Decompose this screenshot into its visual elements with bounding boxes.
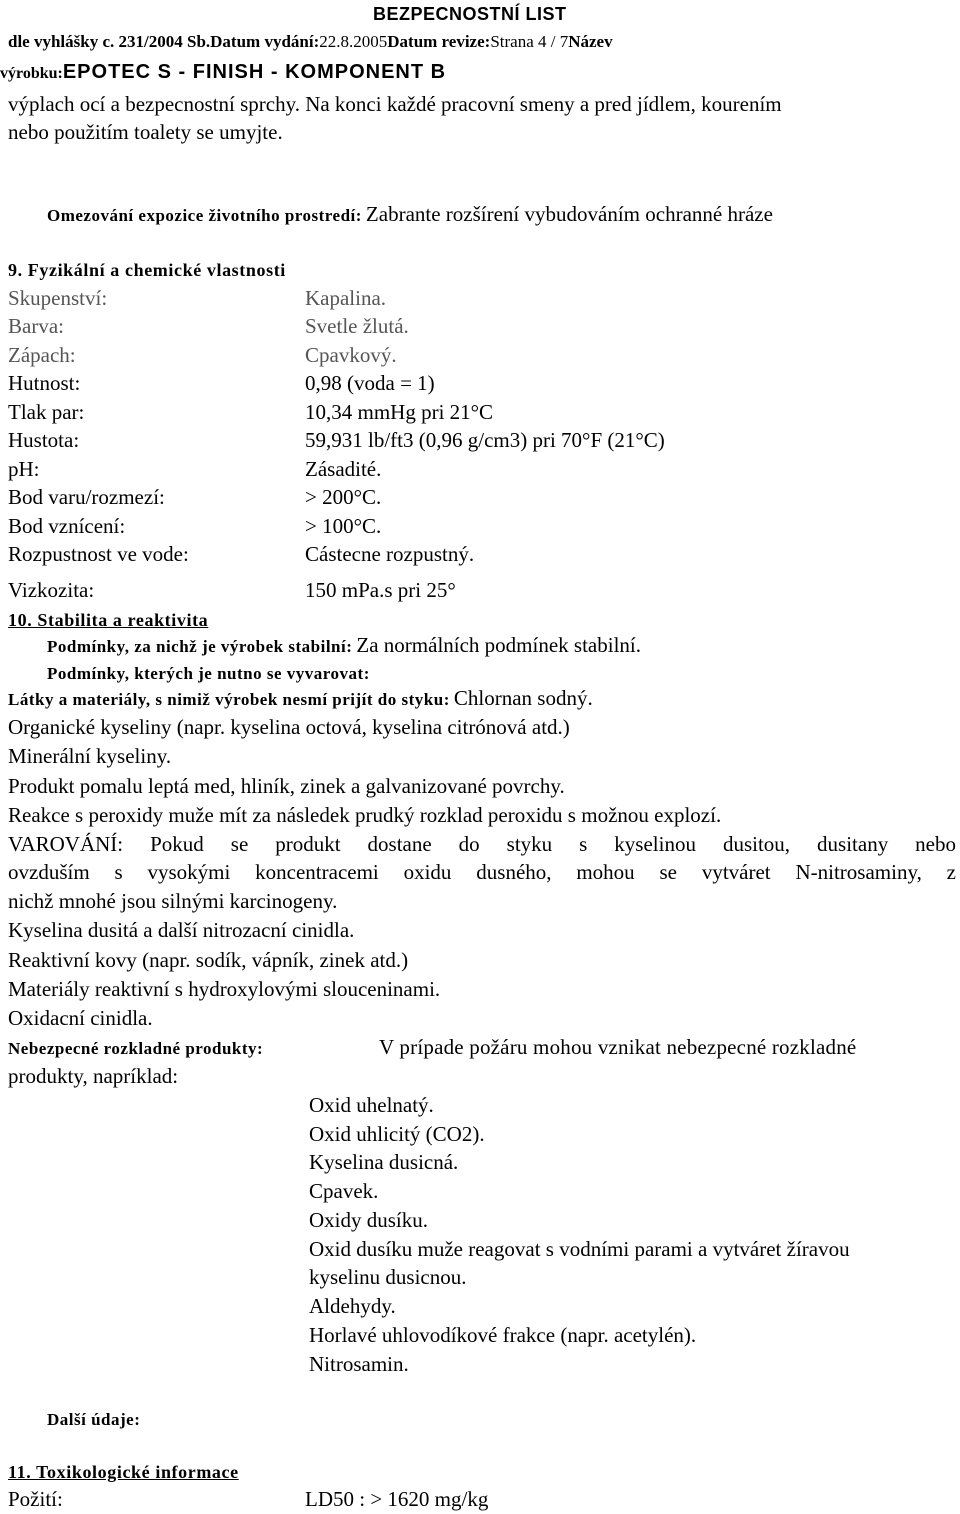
intro-line-2: nebo použitím toalety se umyjte. <box>8 120 283 144</box>
warning-line: nichž mnohé jsou silnými karcinogeny. <box>8 889 338 913</box>
page-number: Strana 4 / 7 <box>490 32 569 51</box>
property-value: Svetle žlutá. <box>305 314 409 338</box>
property-value: Kapalina. <box>305 286 387 310</box>
env-exposure <box>47 204 773 226</box>
property-value: 59,931 lb/ft3 (0,96 g/cm3) pri 70°F (21°C) <box>305 428 665 452</box>
reactivity-line: Produkt pomalu leptá med, hliník, zinek a galvanizované povrchy. <box>8 774 565 798</box>
reactivity-line: Organické kyseliny (napr. kyselina octová, kyselina citrónová atd.) <box>8 715 570 739</box>
reactivity-line: Kyselina dusitá a další nitrozacní cinidla. <box>8 918 355 942</box>
section-10-title: 10. Stabilita a reaktivita <box>8 610 209 630</box>
property-label: Rozpustnost ve vode: <box>8 542 189 566</box>
decomposition-product: Oxid uhlicitý (CO2). <box>309 1122 485 1146</box>
property-value: Cástecne rozpustný. <box>305 542 475 566</box>
ingestion-label: Požití: <box>8 1487 63 1511</box>
decomposition-product: Oxidy dusíku. <box>309 1208 429 1232</box>
reactivity-line: Materiály reaktivní s hydroxylovými slouceninami. <box>8 977 441 1001</box>
section-11-title: 11. Toxikologické informace <box>8 1462 239 1482</box>
decomposition-label: Nebezpecné rozkladné produkty: <box>8 1039 264 1058</box>
issue-date: 22.8.2005 <box>319 32 388 51</box>
product-name-label: Název <box>568 32 613 51</box>
property-label: Tlak par: <box>8 400 85 424</box>
incompatible-label: Látky a materiály, s nimiž výrobek nesmí prijít do styku: <box>8 690 450 709</box>
additional-info-label: Další údaje: <box>47 1410 141 1429</box>
decomposition-product: Oxid dusíku muže reagovat s vodními parami a vytváret žíravou <box>309 1237 850 1261</box>
decomposition-text: V prípade požáru mohou vznikat nebezpecné rozkladné <box>379 1035 857 1059</box>
reactivity-line: Minerální kyseliny. <box>8 744 172 768</box>
env-exposure-label: Omezování expozice životního prostredí: <box>47 206 362 225</box>
decomposition-continued: produkty, napríklad: <box>8 1064 179 1088</box>
decomposition-product: kyselinu dusicnou. <box>309 1265 467 1289</box>
decomposition-product: Kyselina dusicná. <box>309 1150 459 1174</box>
property-label: Bod varu/rozmezí: <box>8 485 165 509</box>
incompatible-text: Chlornan sodný. <box>453 686 593 710</box>
warning-line: VAROVÁNÍ: Pokud se produkt dostane do styku s kyselinou dusitou, dusitany nebo <box>8 832 956 856</box>
header-line-product <box>0 61 446 84</box>
decomposition-product: Aldehydy. <box>309 1294 396 1318</box>
section-9-title: 9. Fyzikální a chemické vlastnosti <box>8 260 286 280</box>
header-line-regulation <box>8 32 613 52</box>
property-label: Skupenství: <box>8 286 108 310</box>
property-value: Cpavkový. <box>305 343 397 367</box>
warning-line: ovzduším s vysokými koncentracemi oxidu dusného, mohou se vytváret N-nitrosaminy, z <box>8 860 956 884</box>
property-label: Bod vznícení: <box>8 514 126 538</box>
property-label: Vizkozita: <box>8 578 95 602</box>
incompatible-line <box>8 688 593 710</box>
product-label: výrobku: <box>0 65 63 82</box>
reactivity-line: Reaktivní kovy (napr. sodík, vápník, zinek atd.) <box>8 948 409 972</box>
intro-line-1: výplach ocí a bezpecnostní sprchy. Na konci každé pracovní smeny a pred jídlem, kourením <box>8 92 782 116</box>
property-label: Barva: <box>8 314 64 338</box>
decomposition-product: Horlavé uhlovodíkové frakce (napr. acetylén). <box>309 1323 697 1347</box>
reactivity-line: Reakce s peroxidy muže mít za následek prudký rozklad peroxidu s možnou explozí. <box>8 803 722 827</box>
stability-line <box>47 635 641 657</box>
stability-label: Podmínky, za nichž je výrobek stabilní: <box>47 637 353 656</box>
decomposition-product: Cpavek. <box>309 1179 379 1203</box>
property-label: pH: <box>8 457 40 481</box>
decomposition-product: Oxid uhelnatý. <box>309 1093 434 1117</box>
property-value: Zásadité. <box>305 457 382 481</box>
property-label: Zápach: <box>8 343 76 367</box>
stability-text: Za normálních podmínek stabilní. <box>356 633 641 657</box>
property-value: > 200°C. <box>305 485 382 509</box>
revision-label: Datum revize: <box>387 32 491 51</box>
decomposition-product: Nitrosamin. <box>309 1352 409 1376</box>
document-title: BEZPECNOSTNÍ LIST <box>373 4 567 24</box>
property-label: Hustota: <box>8 428 80 452</box>
reactivity-line: Oxidacní cinidla. <box>8 1006 153 1030</box>
regulation-label: dle vyhlášky c. 231/2004 Sb.Datum vydání: <box>8 32 320 51</box>
product-name: EPOTEC S - FINISH - KOMPONENT B <box>62 61 447 83</box>
property-label: Hutnost: <box>8 371 81 395</box>
property-value: 10,34 mmHg pri 21°C <box>305 400 494 424</box>
property-value: > 100°C. <box>305 514 382 538</box>
avoid-conditions-label: Podmínky, kterých je nutno se vyvarovat: <box>47 664 370 683</box>
env-exposure-text: Zabrante rozšírení vybudováním ochranné hráze <box>365 202 773 226</box>
ingestion-value: LD50 : > 1620 mg/kg <box>305 1487 489 1511</box>
property-value: 0,98 (voda = 1) <box>305 371 435 395</box>
property-value: 150 mPa.s pri 25° <box>305 578 456 602</box>
